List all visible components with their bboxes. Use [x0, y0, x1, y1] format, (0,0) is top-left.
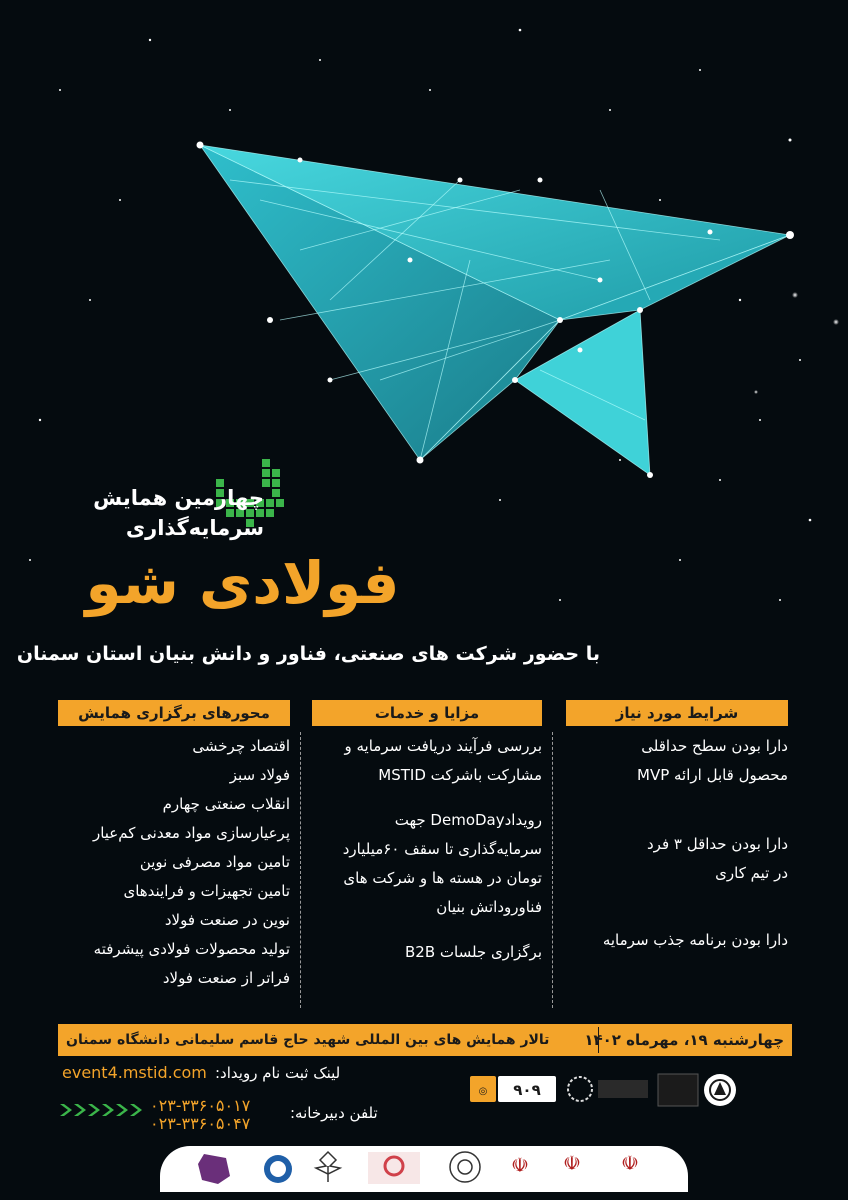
gov-emblem-logo-icon [563, 1151, 581, 1175]
event-date-venue-bar [58, 1024, 792, 1056]
list-item: دارا بودن حداقل ۳ فرد [647, 835, 788, 853]
registration-link[interactable]: event4.mstid.com [62, 1063, 207, 1082]
benefits-list [312, 732, 542, 967]
list-item: انقلاب صنعتی چهارم [162, 795, 290, 813]
list-item: تامین تجهیزات و فرایندهای [123, 882, 290, 900]
list-item: برگزاری جلسات B2B [405, 943, 542, 961]
partner-logos-footer [160, 1146, 688, 1192]
phone-number[interactable]: ۰۲۳-۳۳۶۰۵۰۴۷ [150, 1114, 251, 1133]
event-date: چهارشنبه ۱۹، مهرماه ۱۴۰۲ [584, 1031, 784, 1049]
iran-map-logo-icon [198, 1154, 230, 1184]
chamber-logo-icon [264, 1155, 292, 1183]
event-tagline: با حضور شرکت های صنعتی، فناور و دانش بنیان استان سمنان [16, 643, 600, 665]
list-item: بررسی فرآیند دریافت سرمایه و [344, 737, 542, 755]
list-item: در تیم کاری [715, 864, 788, 882]
spiral-logo-icon [368, 1152, 420, 1184]
svg-text:☫: ☫ [511, 1153, 529, 1177]
gov-emblem-logo-icon [511, 1153, 529, 1177]
event-brand-name: فولادی شو [85, 549, 400, 617]
wave-logo-icon [568, 1077, 648, 1101]
list-item: نوین در صنعت فولاد [164, 911, 290, 929]
list-item: فراتر از صنعت فولاد [162, 969, 290, 987]
svg-text:☫: ☫ [621, 1151, 639, 1175]
sponsor-logos-row [468, 1068, 746, 1112]
gov-emblem-logo-icon [621, 1151, 639, 1175]
phone-number[interactable]: ۰۲۳-۳۳۶۰۵۰۱۷ [150, 1096, 251, 1115]
list-item: رویدادDemoDay جهت [394, 811, 542, 829]
list-item: دارا بودن برنامه جذب سرمایه [602, 931, 788, 949]
emblem-logo-icon [658, 1074, 736, 1106]
requirements-header: شرایط مورد نیاز [566, 700, 788, 726]
partner-logos-strip [160, 1146, 688, 1192]
column-divider [552, 732, 553, 1008]
svg-text:◎: ◎ [478, 1086, 488, 1097]
list-item: دارا بودن سطح حداقلی [641, 737, 788, 755]
registration-label: لینک ثبت نام رویداد: [215, 1064, 341, 1082]
list-item: پرعیارسازی مواد معدنی کم‌عیار [92, 824, 290, 842]
list-item: فولاد سبز [229, 766, 290, 784]
event-venue: تالار همایش های بین المللی شهید حاج قاسم سلیمانی دانشگاه سمنان [66, 1032, 550, 1048]
ornament-logo-icon [450, 1152, 480, 1182]
topics-list [58, 732, 290, 993]
fofo-logo-icon [498, 1076, 556, 1102]
event-subtitle-line1: چهارمین همایش [93, 486, 264, 510]
double-arrow-icon [60, 1101, 144, 1119]
svg-text:۹۰۹: ۹۰۹ [513, 1081, 541, 1099]
requirements-list [566, 732, 788, 955]
list-item: فناوروداتش بنیان [436, 898, 542, 916]
list-item: تامین مواد مصرفی نوین [139, 853, 290, 871]
list-item: تولید محصولات فولادی پیشرفته [93, 940, 290, 958]
list-item: محصول قابل ارائه MVP [637, 766, 788, 784]
list-item: مشارکت باشرکت MSTID [378, 766, 542, 784]
svg-text:☫: ☫ [563, 1151, 581, 1175]
list-item: سرمایه‌گذاری تا سقف ۶۰میلیارد [342, 840, 542, 858]
topics-header: محورهای برگزاری همایش [58, 700, 290, 726]
list-item: تومان در هسته ها و شرکت های [343, 869, 542, 887]
benefits-header: مزایا و خدمات [312, 700, 542, 726]
sonic-logo-icon [470, 1076, 496, 1102]
column-divider [300, 732, 301, 1008]
phone-label: تلفن دبیرخانه: [290, 1104, 378, 1122]
tree-logo-icon [316, 1152, 340, 1182]
list-item: اقتصاد چرخشی [192, 737, 290, 755]
venue-divider [598, 1027, 599, 1053]
event-subtitle-line2: سرمایه‌گذاری [125, 516, 264, 540]
